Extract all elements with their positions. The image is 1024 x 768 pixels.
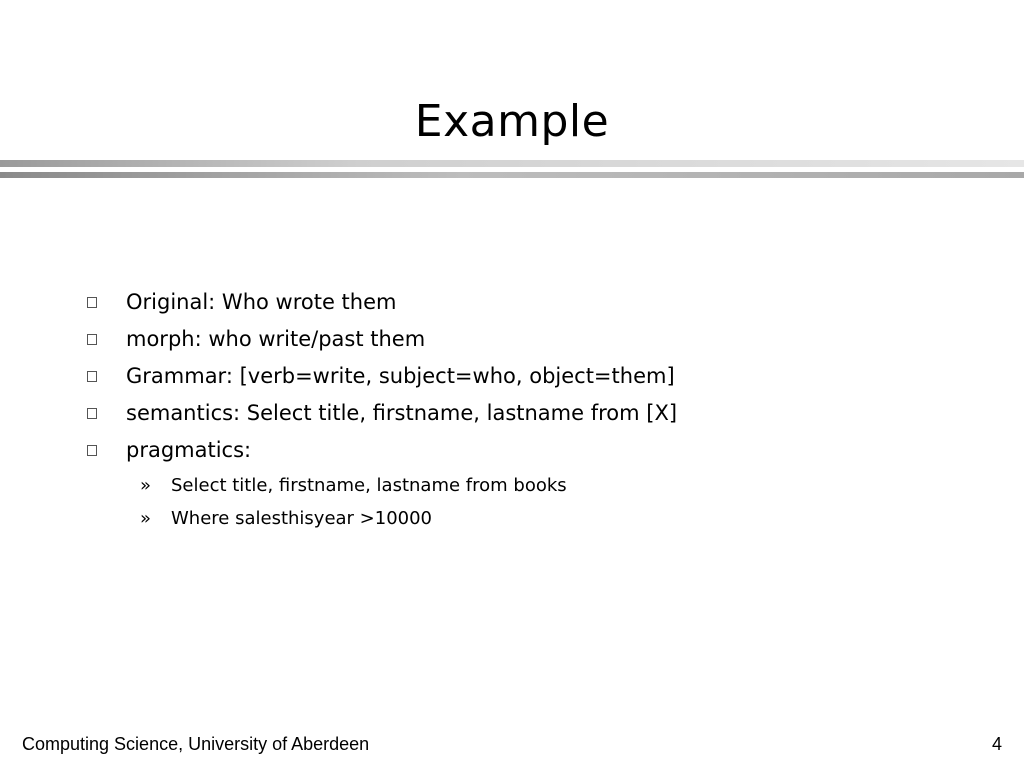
bullet-item xyxy=(84,432,984,469)
bullet-text: Original: Who wrote them xyxy=(126,290,397,314)
square-bullet-icon xyxy=(87,371,97,382)
sub-bullet-text: Where salesthisyear >10000 xyxy=(171,508,433,529)
bullet-text: semantics: Select title, firstname, lastname from [X] xyxy=(126,401,678,425)
footer-institution: Computing Science, University of Aberdeen xyxy=(22,734,370,754)
slide-content xyxy=(84,284,984,535)
bullet-item xyxy=(84,358,984,395)
page-number: 4 xyxy=(991,734,1002,754)
sub-bullet-item xyxy=(84,469,984,502)
bullet-text: morph: who write/past them xyxy=(126,327,426,351)
sub-bullet-text: Select title, firstname, lastname from books xyxy=(171,475,567,496)
bullet-item xyxy=(84,284,984,321)
bullet-text: pragmatics: xyxy=(126,438,252,462)
title-divider-bottom xyxy=(0,172,1024,178)
double-chevron-bullet-icon: » xyxy=(140,508,152,529)
square-bullet-icon xyxy=(87,334,97,345)
bullet-list xyxy=(84,284,984,469)
slide-title: Example xyxy=(414,96,610,147)
bullet-item xyxy=(84,321,984,358)
sub-bullet-list xyxy=(84,469,984,535)
double-chevron-bullet-icon: » xyxy=(140,475,152,496)
square-bullet-icon xyxy=(87,445,97,456)
square-bullet-icon xyxy=(87,297,97,308)
title-divider-top xyxy=(0,160,1024,167)
bullet-item xyxy=(84,395,984,432)
sub-bullet-item xyxy=(84,502,984,535)
bullet-text: Grammar: [verb=write, subject=who, object=them] xyxy=(126,364,675,388)
square-bullet-icon xyxy=(87,408,97,419)
